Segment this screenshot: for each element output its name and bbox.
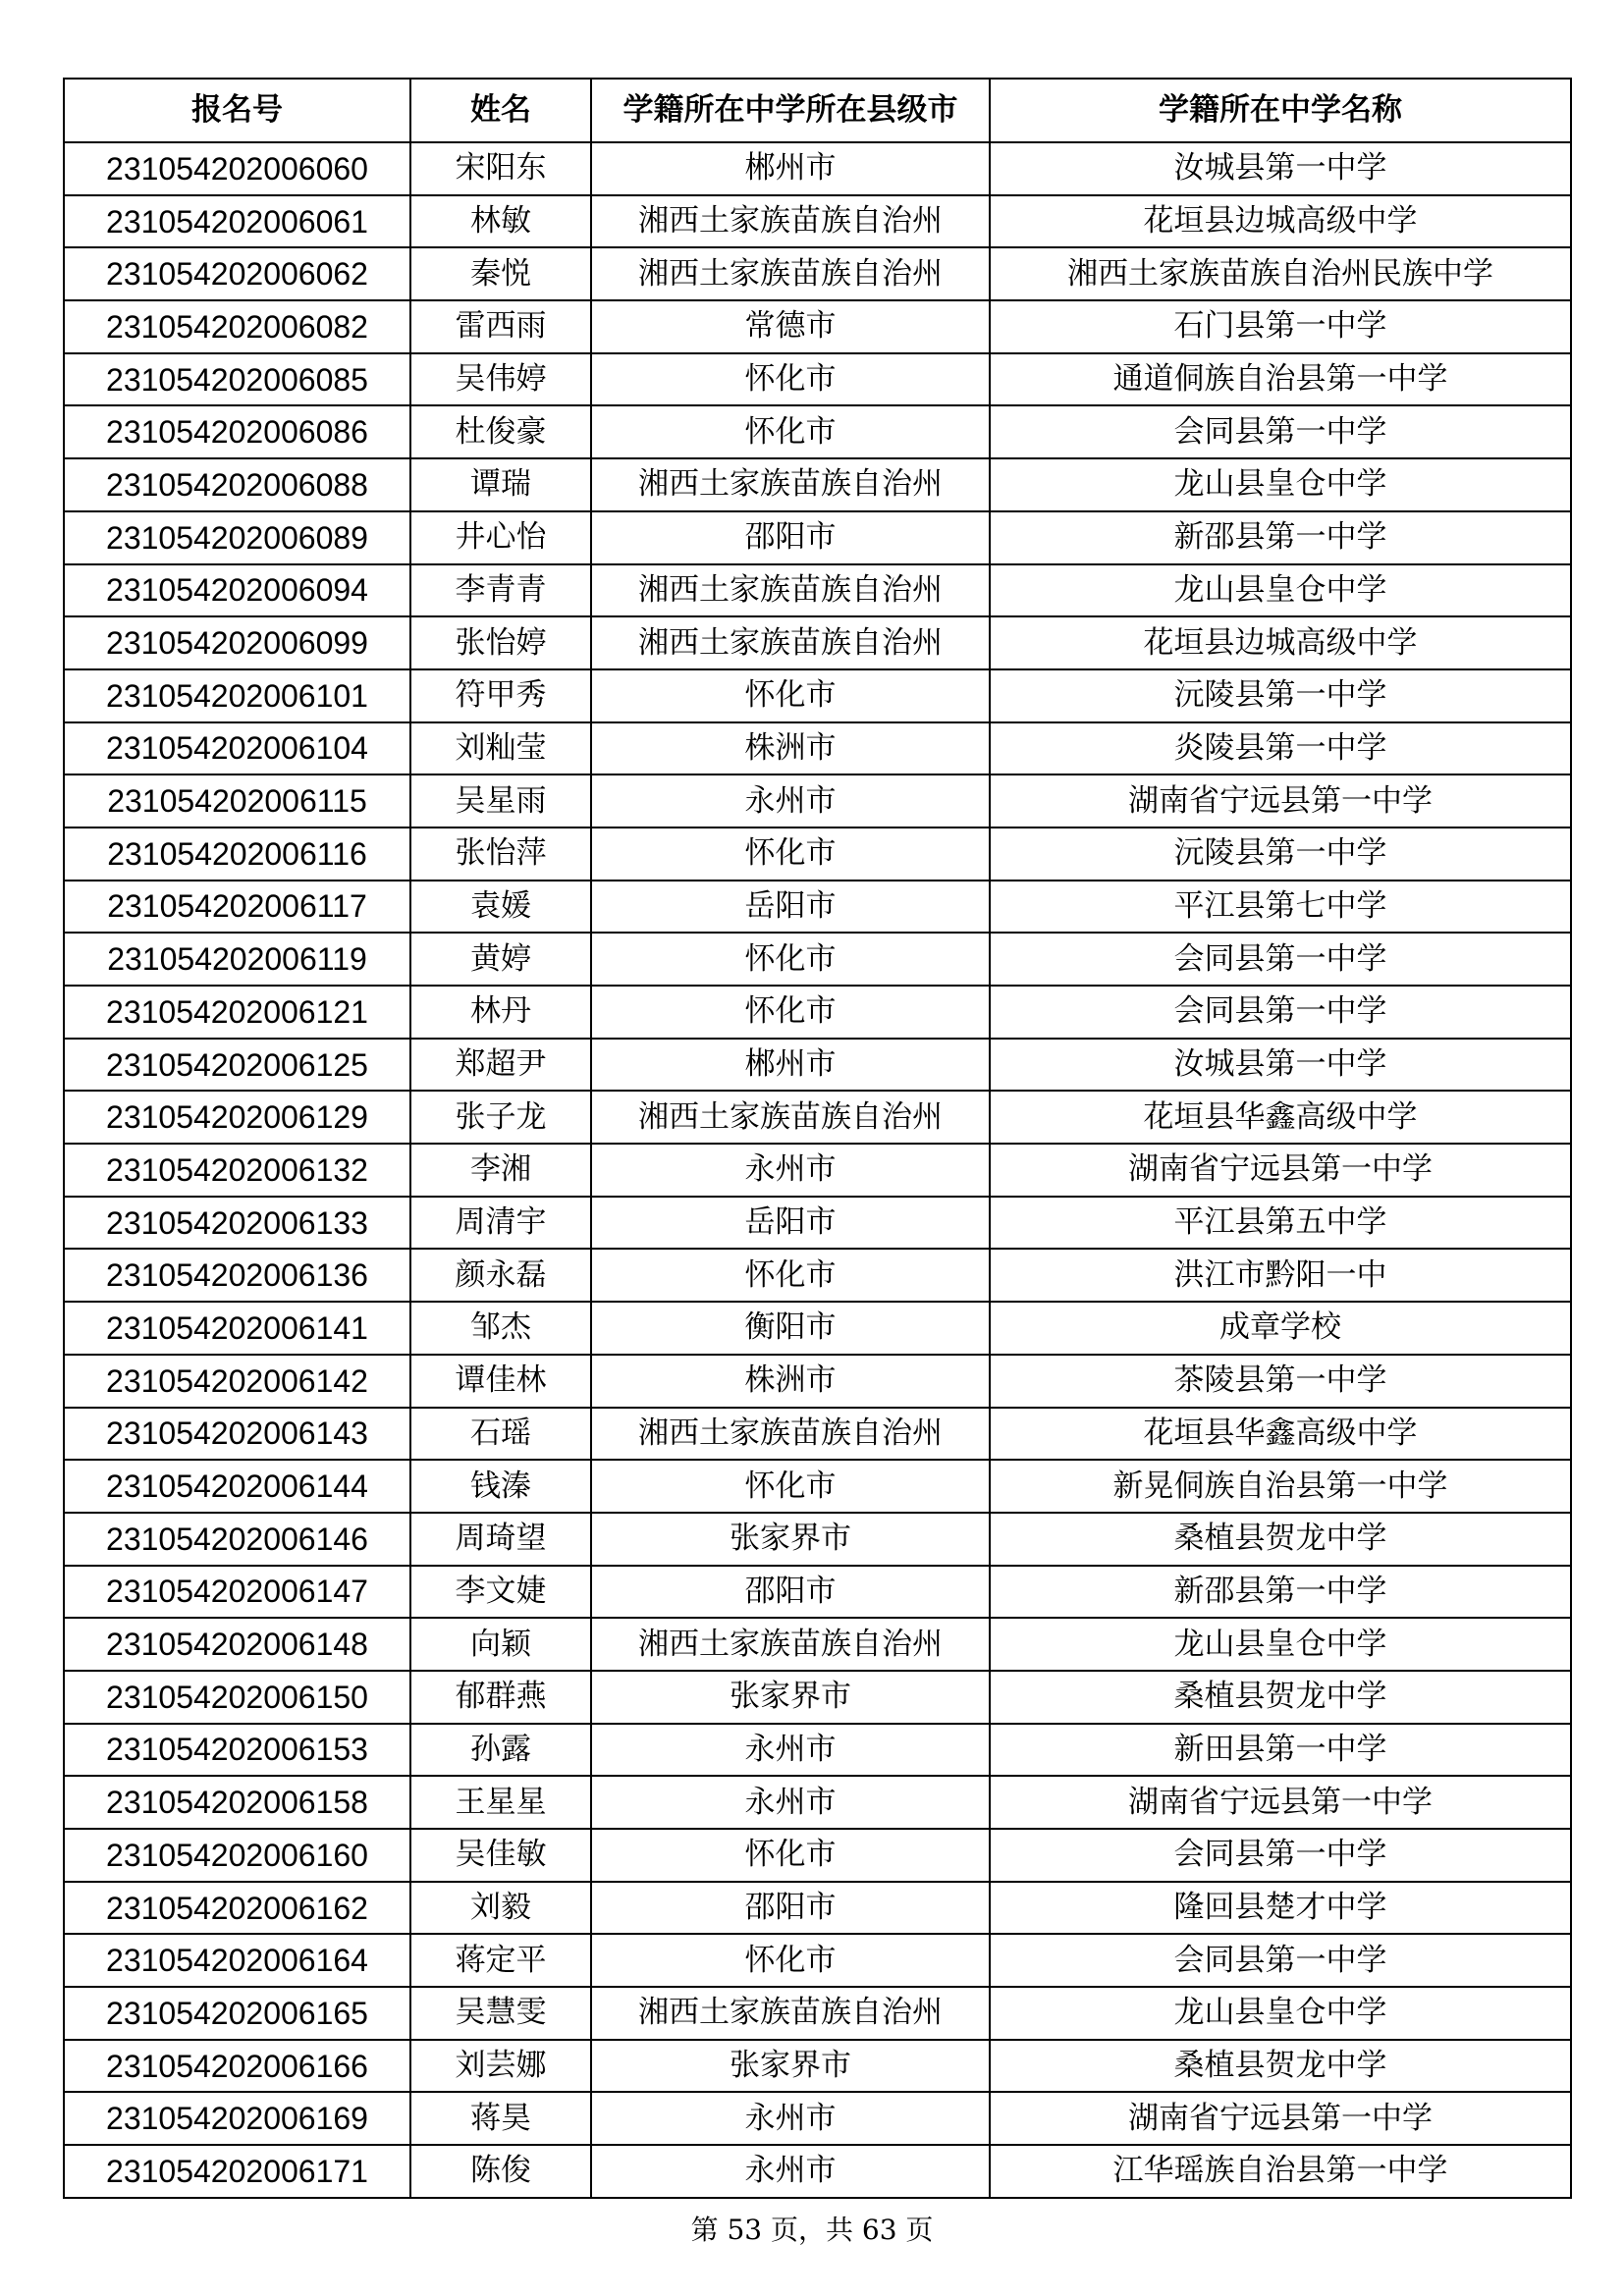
school-name-cell: 湖南省宁远县第一中学: [990, 1144, 1571, 1197]
name-cell: 张怡萍: [410, 828, 591, 881]
table-row: [64, 1618, 1571, 1671]
school-name-cell: 平江县第七中学: [990, 881, 1571, 934]
table-row: [64, 1934, 1571, 1987]
name-cell: 杜俊豪: [410, 405, 591, 458]
registration-number-cell: 231054202006171: [64, 2145, 410, 2198]
name-cell: 李湘: [410, 1144, 591, 1197]
registration-number-cell: 231054202006136: [64, 1249, 410, 1302]
school-name-cell: 汝城县第一中学: [990, 1039, 1571, 1092]
school-name-cell: 新田县第一中学: [990, 1724, 1571, 1777]
table-row: [64, 405, 1571, 458]
school-name-cell: 江华瑶族自治县第一中学: [990, 2145, 1571, 2198]
table-row: [64, 1882, 1571, 1935]
registration-number-cell: 231054202006101: [64, 669, 410, 722]
table-row: [64, 458, 1571, 511]
school-city-cell: 郴州市: [591, 142, 990, 195]
school-city-cell: 张家界市: [591, 1671, 990, 1724]
table-row: [64, 2040, 1571, 2093]
school-city-cell: 怀化市: [591, 828, 990, 881]
name-cell: 刘芸娜: [410, 2040, 591, 2093]
registration-number-cell: 231054202006119: [64, 933, 410, 986]
table-row: [64, 722, 1571, 775]
school-city-cell: 湘西土家族苗族自治州: [591, 247, 990, 300]
school-city-cell: 怀化市: [591, 933, 990, 986]
name-cell: 张子龙: [410, 1091, 591, 1144]
name-cell: 谭佳林: [410, 1355, 591, 1408]
school-city-cell: 湘西土家族苗族自治州: [591, 1987, 990, 2040]
table-row: [64, 195, 1571, 248]
registration-number-cell: 231054202006169: [64, 2092, 410, 2145]
table-body: [64, 142, 1571, 2198]
name-cell: 吴慧雯: [410, 1987, 591, 2040]
school-city-cell: 岳阳市: [591, 1197, 990, 1250]
school-name-cell: 新邵县第一中学: [990, 1566, 1571, 1619]
school-city-cell: 岳阳市: [591, 881, 990, 934]
school-city-cell: 衡阳市: [591, 1302, 990, 1355]
registration-number-cell: 231054202006085: [64, 353, 410, 406]
table-row: [64, 1776, 1571, 1829]
school-name-cell: 桑植县贺龙中学: [990, 2040, 1571, 2093]
table-row: [64, 1987, 1571, 2040]
school-city-cell: 湘西土家族苗族自治州: [591, 458, 990, 511]
name-cell: 吴星雨: [410, 774, 591, 828]
school-name-cell: 会同县第一中学: [990, 405, 1571, 458]
school-name-cell: 平江县第五中学: [990, 1197, 1571, 1250]
name-cell: 蒋昊: [410, 2092, 591, 2145]
registration-number-cell: 231054202006158: [64, 1776, 410, 1829]
registration-number-cell: 231054202006142: [64, 1355, 410, 1408]
table-row: [64, 247, 1571, 300]
school-city-cell: 湘西土家族苗族自治州: [591, 1091, 990, 1144]
table-row: [64, 1671, 1571, 1724]
name-cell: 林丹: [410, 986, 591, 1039]
school-name-cell: 会同县第一中学: [990, 1934, 1571, 1987]
school-name-cell: 新邵县第一中学: [990, 511, 1571, 564]
name-cell: 石瑶: [410, 1408, 591, 1461]
school-name-cell: 隆回县楚才中学: [990, 1882, 1571, 1935]
school-city-cell: 怀化市: [591, 1829, 990, 1882]
table-row: [64, 881, 1571, 934]
name-cell: 刘毅: [410, 1882, 591, 1935]
school-name-cell: 新晃侗族自治县第一中学: [990, 1460, 1571, 1513]
school-city-cell: 永州市: [591, 1724, 990, 1777]
table-header-row: [64, 79, 1571, 142]
registration-number-cell: 231054202006141: [64, 1302, 410, 1355]
table-row: [64, 511, 1571, 564]
table-row: [64, 2092, 1571, 2145]
student-roster-table: [63, 78, 1572, 2199]
school-name-cell: 花垣县边城高级中学: [990, 616, 1571, 669]
name-cell: 郁群燕: [410, 1671, 591, 1724]
registration-number-cell: 231054202006146: [64, 1513, 410, 1566]
registration-number-cell: 231054202006147: [64, 1566, 410, 1619]
table-row: [64, 1091, 1571, 1144]
school-city-cell: 邵阳市: [591, 1566, 990, 1619]
table-row: [64, 1408, 1571, 1461]
school-city-cell: 张家界市: [591, 2040, 990, 2093]
registration-number-cell: 231054202006089: [64, 511, 410, 564]
name-cell: 黄婷: [410, 933, 591, 986]
registration-number-cell: 231054202006082: [64, 300, 410, 353]
school-city-cell: 怀化市: [591, 1249, 990, 1302]
school-name-cell: 石门县第一中学: [990, 300, 1571, 353]
name-cell: 邹杰: [410, 1302, 591, 1355]
school-name-cell: 沅陵县第一中学: [990, 828, 1571, 881]
school-city-cell: 永州市: [591, 774, 990, 828]
registration-number-cell: 231054202006144: [64, 1460, 410, 1513]
table-row: [64, 300, 1571, 353]
school-name-cell: 湖南省宁远县第一中学: [990, 774, 1571, 828]
school-name-cell: 会同县第一中学: [990, 986, 1571, 1039]
header-name: 姓名: [410, 79, 591, 142]
name-cell: 李文婕: [410, 1566, 591, 1619]
name-cell: 钱溱: [410, 1460, 591, 1513]
registration-number-cell: 231054202006061: [64, 195, 410, 248]
header-school-name: 学籍所在中学名称: [990, 79, 1571, 142]
registration-number-cell: 231054202006129: [64, 1091, 410, 1144]
name-cell: 谭瑞: [410, 458, 591, 511]
school-name-cell: 桑植县贺龙中学: [990, 1513, 1571, 1566]
school-city-cell: 湘西土家族苗族自治州: [591, 1408, 990, 1461]
table-row: [64, 2145, 1571, 2198]
header-registration-number: 报名号: [64, 79, 410, 142]
school-name-cell: 花垣县华鑫高级中学: [990, 1408, 1571, 1461]
school-city-cell: 张家界市: [591, 1513, 990, 1566]
table-row: [64, 1460, 1571, 1513]
name-cell: 刘籼莹: [410, 722, 591, 775]
school-city-cell: 永州市: [591, 2145, 990, 2198]
school-city-cell: 怀化市: [591, 353, 990, 406]
name-cell: 雷西雨: [410, 300, 591, 353]
school-city-cell: 常德市: [591, 300, 990, 353]
school-city-cell: 湘西土家族苗族自治州: [591, 616, 990, 669]
school-name-cell: 成章学校: [990, 1302, 1571, 1355]
school-city-cell: 株洲市: [591, 1355, 990, 1408]
school-name-cell: 通道侗族自治县第一中学: [990, 353, 1571, 406]
registration-number-cell: 231054202006160: [64, 1829, 410, 1882]
school-city-cell: 郴州市: [591, 1039, 990, 1092]
name-cell: 周琦望: [410, 1513, 591, 1566]
school-city-cell: 怀化市: [591, 1460, 990, 1513]
school-name-cell: 花垣县边城高级中学: [990, 195, 1571, 248]
table-row: [64, 1724, 1571, 1777]
name-cell: 周清宇: [410, 1197, 591, 1250]
registration-number-cell: 231054202006060: [64, 142, 410, 195]
name-cell: 张怡婷: [410, 616, 591, 669]
registration-number-cell: 231054202006153: [64, 1724, 410, 1777]
name-cell: 王星星: [410, 1776, 591, 1829]
name-cell: 孙露: [410, 1724, 591, 1777]
registration-number-cell: 231054202006164: [64, 1934, 410, 1987]
school-city-cell: 怀化市: [591, 405, 990, 458]
table-row: [64, 1039, 1571, 1092]
name-cell: 吴伟婷: [410, 353, 591, 406]
registration-number-cell: 231054202006143: [64, 1408, 410, 1461]
name-cell: 井心怡: [410, 511, 591, 564]
school-name-cell: 湘西土家族苗族自治州民族中学: [990, 247, 1571, 300]
school-name-cell: 龙山县皇仓中学: [990, 458, 1571, 511]
name-cell: 蒋定平: [410, 1934, 591, 1987]
name-cell: 向颖: [410, 1618, 591, 1671]
name-cell: 李青青: [410, 564, 591, 617]
registration-number-cell: 231054202006132: [64, 1144, 410, 1197]
table-row: [64, 1513, 1571, 1566]
school-city-cell: 永州市: [591, 1776, 990, 1829]
registration-number-cell: 231054202006062: [64, 247, 410, 300]
registration-number-cell: 231054202006165: [64, 1987, 410, 2040]
school-city-cell: 邵阳市: [591, 511, 990, 564]
table-row: [64, 933, 1571, 986]
table-row: [64, 1566, 1571, 1619]
school-city-cell: 永州市: [591, 2092, 990, 2145]
registration-number-cell: 231054202006116: [64, 828, 410, 881]
school-city-cell: 湘西土家族苗族自治州: [591, 1618, 990, 1671]
school-name-cell: 会同县第一中学: [990, 933, 1571, 986]
school-name-cell: 洪江市黔阳一中: [990, 1249, 1571, 1302]
school-name-cell: 沅陵县第一中学: [990, 669, 1571, 722]
registration-number-cell: 231054202006125: [64, 1039, 410, 1092]
registration-number-cell: 231054202006088: [64, 458, 410, 511]
registration-number-cell: 231054202006121: [64, 986, 410, 1039]
table-row: [64, 564, 1571, 617]
school-city-cell: 永州市: [591, 1144, 990, 1197]
school-name-cell: 龙山县皇仓中学: [990, 564, 1571, 617]
school-name-cell: 炎陵县第一中学: [990, 722, 1571, 775]
school-name-cell: 茶陵县第一中学: [990, 1355, 1571, 1408]
table-row: [64, 1144, 1571, 1197]
table-row: [64, 1355, 1571, 1408]
header-school-city: 学籍所在中学所在县级市: [591, 79, 990, 142]
school-name-cell: 湖南省宁远县第一中学: [990, 2092, 1571, 2145]
name-cell: 郑超尹: [410, 1039, 591, 1092]
registration-number-cell: 231054202006166: [64, 2040, 410, 2093]
registration-number-cell: 231054202006133: [64, 1197, 410, 1250]
school-name-cell: 龙山县皇仓中学: [990, 1618, 1571, 1671]
registration-number-cell: 231054202006104: [64, 722, 410, 775]
table-row: [64, 616, 1571, 669]
name-cell: 吴佳敏: [410, 1829, 591, 1882]
school-city-cell: 怀化市: [591, 1934, 990, 1987]
school-name-cell: 桑植县贺龙中学: [990, 1671, 1571, 1724]
registration-number-cell: 231054202006150: [64, 1671, 410, 1724]
school-city-cell: 湘西土家族苗族自治州: [591, 195, 990, 248]
registration-number-cell: 231054202006162: [64, 1882, 410, 1935]
name-cell: 袁媛: [410, 881, 591, 934]
table-row: [64, 142, 1571, 195]
table-row: [64, 1197, 1571, 1250]
school-city-cell: 株洲市: [591, 722, 990, 775]
table-row: [64, 828, 1571, 881]
table-row: [64, 353, 1571, 406]
school-name-cell: 龙山县皇仓中学: [990, 1987, 1571, 2040]
table-row: [64, 1249, 1571, 1302]
table-row: [64, 669, 1571, 722]
school-city-cell: 湘西土家族苗族自治州: [591, 564, 990, 617]
registration-number-cell: 231054202006115: [64, 774, 410, 828]
registration-number-cell: 231054202006099: [64, 616, 410, 669]
school-name-cell: 花垣县华鑫高级中学: [990, 1091, 1571, 1144]
registration-number-cell: 231054202006117: [64, 881, 410, 934]
table-row: [64, 1829, 1571, 1882]
table-row: [64, 1302, 1571, 1355]
name-cell: 宋阳东: [410, 142, 591, 195]
school-city-cell: 怀化市: [591, 986, 990, 1039]
name-cell: 陈俊: [410, 2145, 591, 2198]
table-row: [64, 986, 1571, 1039]
name-cell: 秦悦: [410, 247, 591, 300]
name-cell: 林敏: [410, 195, 591, 248]
registration-number-cell: 231054202006094: [64, 564, 410, 617]
table-row: [64, 774, 1571, 828]
school-name-cell: 会同县第一中学: [990, 1829, 1571, 1882]
name-cell: 颜永磊: [410, 1249, 591, 1302]
school-name-cell: 湖南省宁远县第一中学: [990, 1776, 1571, 1829]
registration-number-cell: 231054202006148: [64, 1618, 410, 1671]
school-name-cell: 汝城县第一中学: [990, 142, 1571, 195]
school-city-cell: 邵阳市: [591, 1882, 990, 1935]
page-number-footer: 第 53 页，共 63 页: [690, 2214, 934, 2246]
name-cell: 符甲秀: [410, 669, 591, 722]
school-city-cell: 怀化市: [591, 669, 990, 722]
registration-number-cell: 231054202006086: [64, 405, 410, 458]
